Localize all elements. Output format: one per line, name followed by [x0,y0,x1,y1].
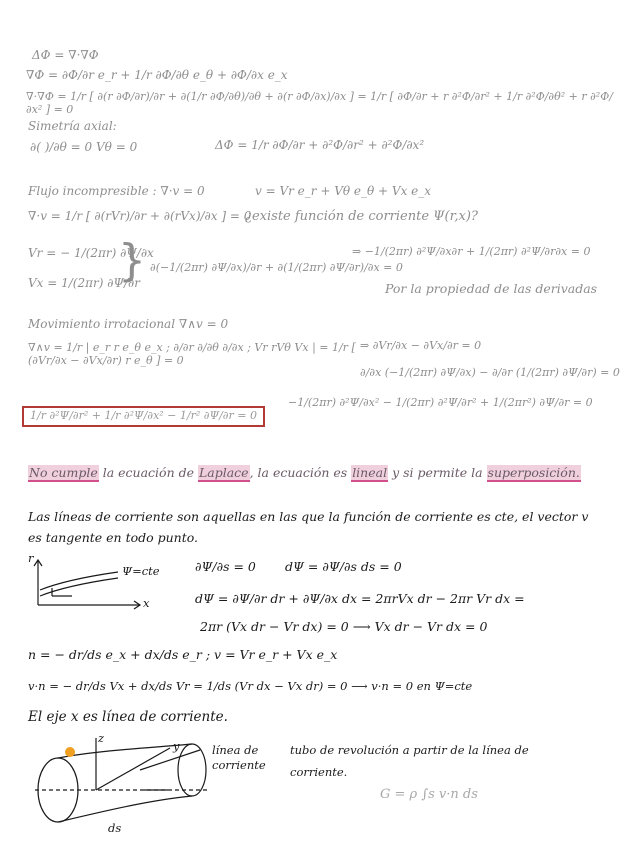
psi-derivative-s: ∂Ψ/∂s = 0 [195,559,256,574]
psi-constant-label: Ψ=cte [122,564,160,578]
curl-determinant: ∇∧v = 1/r | e_r r e_θ e_x ; ∂/∂r ∂/∂θ ∂/∂x ; Vr rVθ Vx | = 1/r [ (∂Vr/∂x − ∂Vx/∂r) r e_θ ] = 0 [28,341,356,367]
velocity-dot-normal: v·n = − dr/ds Vx + dx/ds Vr = 1/ds (Vr dx − Vx dr) = 0 ⟶ v·n = 0 en Ψ=cte [28,679,473,693]
highlight-no-cumple: No cumple [29,465,98,480]
tube-bottom-edge [58,796,192,822]
psi-differential-s: dΨ = ∂Ψ/∂s ds = 0 [285,559,402,574]
streamline-curve [40,572,118,590]
highlight-superposicion: superposición. [487,465,580,480]
flow-integral: G = ρ ∫s v·n ds [380,787,478,802]
velocity-vector: v = Vr e_r + Vθ e_θ + Vx e_x [255,184,432,198]
highlight-lineal: lineal [352,465,388,480]
irrotational-result-2: ∂/∂x (−1/(2πr) ∂Ψ/∂x) − ∂/∂r (1/(2πr) ∂Ψ/∂r) = 0 [360,366,620,379]
vx-definition: Vx = 1/(2πr) ∂Ψ/∂r [28,276,140,290]
y-axis-line [96,748,170,790]
text-segment: y si permite la [388,465,487,480]
irrotational-heading: Movimiento irrotacional ∇∧v = 0 [28,317,229,331]
stream-function-question: ¿existe función de corriente Ψ(r,x)? [245,209,478,224]
tube-y-label: y [173,739,180,753]
tube-z-label: z [98,731,105,745]
psi-differential-expansion: dΨ = ∂Ψ/∂r dr + ∂Ψ/∂x dx = 2πrVx dr − 2πr Vr dx = [195,591,525,606]
laplacian-definition: ΔΦ = ∇·∇Φ [32,48,99,62]
boxed-stream-equation: 1/r ∂²Ψ/∂r² + 1/r ∂²Ψ/∂x² − 1/r² ∂Ψ/∂r = 0 [22,406,265,427]
normal-and-velocity: n = − dr/ds e_x + dx/ds e_r ; v = Vr e_r + Vx e_x [28,647,338,662]
continuity-result: ⇒ −1/(2πr) ∂²Ψ/∂x∂r + 1/(2πr) ∂²Ψ/∂r∂x = 0 [352,245,591,258]
streamline-label-1: línea de [212,743,259,757]
divergence-of-gradient: ∇·∇Φ = 1/r [ ∂(r ∂Φ/∂r)/∂r + ∂(1/r ∂Φ/∂θ)/∂θ + ∂(r ∂Φ/∂x)/∂x ] = 1/r [ ∂Φ/∂r + r ∂²Φ/∂r² + 1/r ∂²Φ/∂θ² + r ∂²Φ/∂x² ] = 0 [26,90,613,116]
irrotational-result-1: ⇒ ∂Vr/∂x − ∂Vx/∂r = 0 [360,339,482,352]
text-segment: la ecuación de [98,465,198,480]
gradient-expression: ∇Φ = ∂Φ/∂r e_r + 1/r ∂Φ/∂θ e_θ + ∂Φ/∂x e_x [26,68,288,82]
revolution-tube-text-2: corriente. [290,765,348,779]
curly-brace: } [118,235,146,286]
axial-symmetry-conditions: ∂( )/∂θ = 0 Vθ = 0 [30,140,138,154]
continuity-substitution: ∂(−1/(2πr) ∂Ψ/∂x)/∂r + ∂(1/(2πr) ∂Ψ/∂r)/∂x = 0 [150,261,403,274]
tube-top-edge [58,744,192,758]
tube-ds-label: ds [108,821,122,835]
psi-differential-result: 2πr (Vx dr − Vr dx) = 0 ⟶ Vx dr − Vr dx = 0 [200,619,488,634]
incompressible-flow: Flujo incompresible : ∇·v = 0 [28,184,205,198]
plot-axis-r: r [28,551,34,565]
laplacian-axial: ΔΦ = 1/r ∂Φ/∂r + ∂²Φ/∂r² + ∂²Φ/∂x² [215,138,425,152]
tube-right-section [178,744,206,796]
vr-definition: Vr = − 1/(2πr) ∂Ψ/∂x [28,246,154,260]
stream-tube-sketch [35,738,210,822]
streamline-definition-line1: Las líneas de corriente son aquellas en las que la función de corriente es cte, el vector v [28,509,589,524]
plot-axis-x: x [143,596,150,610]
streamline-definition-line2: es tangente en todo punto. [28,530,199,545]
streamline-label-2: corriente [212,758,266,772]
revolution-tube-text-1: tubo de revolución a partir de la línea de [290,743,529,757]
x-axis-streamline-note: El eje x es línea de corriente. [28,709,228,725]
text-segment: , la ecuación es [249,465,352,480]
irrotational-result-3: −1/(2πr) ∂²Ψ/∂x² − 1/(2πr) ∂²Ψ/∂r² + 1/(2πr²) ∂Ψ/∂r = 0 [288,396,593,409]
axial-symmetry-heading: Simetría axial: [28,119,117,133]
orange-marker [65,747,75,757]
derivative-property-note: Por la propiedad de las derivadas [385,281,598,296]
highlight-laplace: Laplace [198,465,249,480]
velocity-divergence: ∇·v = 1/r [ ∂(rVr)/∂r + ∂(rVx)/∂x ] = 0 [28,209,252,223]
